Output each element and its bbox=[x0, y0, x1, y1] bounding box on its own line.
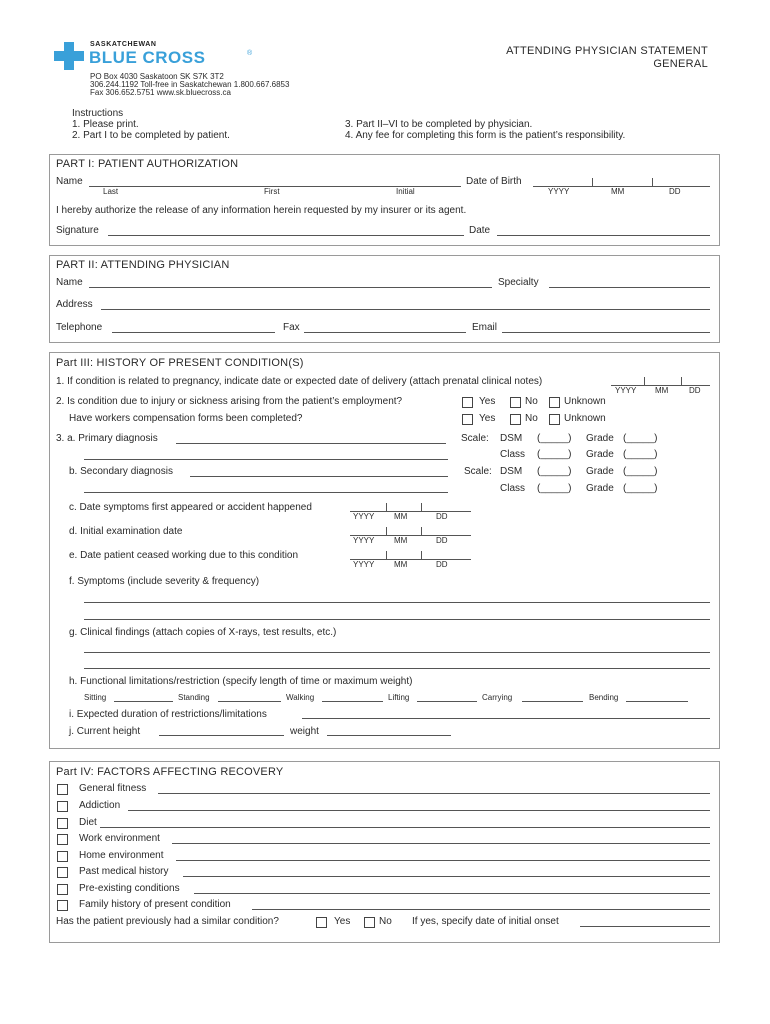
q3c-mm: MM bbox=[394, 512, 408, 521]
dob-mm-label: MM bbox=[611, 187, 625, 196]
walking-label: Walking bbox=[286, 693, 315, 702]
brand-mark: ® bbox=[247, 50, 253, 57]
q1-text: 1. If condition is related to pregnancy, indicate date or expected date of delivery (attach prenatal clinical notes) bbox=[56, 376, 543, 387]
similar-condition-text: Has the patient previously had a similar condition? bbox=[56, 916, 279, 927]
dob-label: Date of Birth bbox=[466, 176, 522, 187]
factor-field[interactable] bbox=[252, 909, 710, 910]
factor-field[interactable] bbox=[194, 893, 710, 894]
similar-no-checkbox[interactable] bbox=[364, 917, 375, 928]
factor-checkbox-family-history[interactable] bbox=[57, 900, 68, 911]
q2b-text: Have workers compensation forms been completed? bbox=[69, 413, 303, 424]
dsm-label-1: DSM bbox=[500, 433, 523, 444]
lifting-field[interactable] bbox=[417, 701, 477, 702]
factor-label: Work environment bbox=[79, 833, 160, 844]
grade-field-3[interactable]: (_____) bbox=[623, 466, 658, 477]
q3e-mm: MM bbox=[394, 560, 408, 569]
onset-date-field[interactable] bbox=[580, 926, 710, 927]
part3-heading: Part III: HISTORY OF PRESENT CONDITION(S) bbox=[56, 357, 304, 369]
scale-label-1: Scale: bbox=[461, 433, 489, 444]
factor-label: Home environment bbox=[79, 850, 164, 861]
sitting-field[interactable] bbox=[114, 701, 173, 702]
factor-checkbox-addiction[interactable] bbox=[57, 801, 68, 812]
clinical-findings-field-2[interactable] bbox=[84, 668, 710, 669]
primary-diagnosis-field[interactable] bbox=[176, 443, 446, 444]
fax-field[interactable] bbox=[304, 332, 466, 333]
primary-diagnosis-field-2[interactable] bbox=[84, 459, 448, 460]
telephone-field[interactable] bbox=[112, 332, 275, 333]
symptoms-field-2[interactable] bbox=[84, 619, 710, 620]
grade-label-3: Grade bbox=[586, 466, 614, 477]
weight-field[interactable] bbox=[327, 735, 451, 736]
instruction-2: 2. Part I to be completed by patient. bbox=[72, 130, 230, 141]
secondary-diagnosis-field[interactable] bbox=[190, 476, 448, 477]
grade-label-1: Grade bbox=[586, 433, 614, 444]
address-line1: PO Box 4030 Saskatoon SK S7K 3T2 bbox=[90, 72, 224, 81]
part1-date-field[interactable] bbox=[497, 235, 710, 236]
form-title-line1: ATTENDING PHYSICIAN STATEMENT bbox=[506, 45, 708, 57]
factor-label: General fitness bbox=[79, 783, 147, 794]
q3c-yyyy: YYYY bbox=[353, 512, 375, 521]
factor-label: Diet bbox=[79, 817, 97, 828]
brand-small: SASKATCHEWAN bbox=[90, 41, 157, 48]
instruction-4: 4. Any fee for completing this form is the patient’s responsibility. bbox=[345, 130, 626, 141]
address-label: Address bbox=[56, 299, 93, 310]
weight-label: weight bbox=[290, 726, 319, 737]
factor-field[interactable] bbox=[100, 827, 710, 828]
secondary-diagnosis-field-2[interactable] bbox=[84, 492, 448, 493]
q2-unknown-checkbox[interactable] bbox=[549, 397, 560, 408]
standing-label: Standing bbox=[178, 693, 210, 702]
instruction-3: 3. Part II–VI to be completed by physician. bbox=[345, 119, 533, 130]
q3f-text: f. Symptoms (include severity & frequency) bbox=[69, 576, 260, 587]
q2-no-checkbox[interactable] bbox=[510, 397, 521, 408]
fax-label: Fax bbox=[283, 322, 300, 333]
carrying-field[interactable] bbox=[522, 701, 583, 702]
symptoms-field-1[interactable] bbox=[84, 602, 710, 603]
q3e-yyyy: YYYY bbox=[353, 560, 375, 569]
factor-checkbox-general-fitness[interactable] bbox=[57, 784, 68, 795]
walking-field[interactable] bbox=[322, 701, 383, 702]
q1-mm: MM bbox=[655, 386, 669, 395]
factor-field[interactable] bbox=[176, 860, 710, 861]
instructions-heading: Instructions bbox=[72, 108, 124, 119]
q3c-text: c. Date symptoms first appeared or accident happened bbox=[69, 502, 312, 513]
q3e-dd: DD bbox=[436, 560, 448, 569]
q3d-dd: DD bbox=[436, 536, 448, 545]
grade-field-1[interactable]: (_____) bbox=[623, 433, 658, 444]
q2b-unknown-checkbox[interactable] bbox=[549, 414, 560, 425]
factor-checkbox-work-environment[interactable] bbox=[57, 834, 68, 845]
address-line3: Fax 306.652.5751 www.sk.bluecross.ca bbox=[90, 88, 231, 97]
class-label-1: Class bbox=[500, 449, 526, 460]
factor-field[interactable] bbox=[158, 793, 710, 794]
part4-heading: Part IV: FACTORS AFFECTING RECOVERY bbox=[56, 766, 284, 778]
similar-yes-checkbox[interactable] bbox=[316, 917, 327, 928]
email-label: Email bbox=[472, 322, 498, 333]
signature-label: Signature bbox=[56, 225, 99, 236]
authorize-text: I hereby authorize the release of any information herein requested by my insurer or its agent. bbox=[56, 205, 467, 216]
grade-field-4[interactable]: (_____) bbox=[623, 483, 658, 494]
q2b-no-checkbox[interactable] bbox=[510, 414, 521, 425]
q2b-no-label: No bbox=[525, 413, 538, 424]
q3d-mm: MM bbox=[394, 536, 408, 545]
factor-field[interactable] bbox=[172, 843, 710, 844]
form-title-line2: GENERAL bbox=[653, 58, 708, 70]
q3c-dd: DD bbox=[436, 512, 448, 521]
part1-name-label: Name bbox=[56, 176, 83, 187]
similar-no-label: No bbox=[379, 916, 392, 927]
class-field-1[interactable]: (_____) bbox=[537, 449, 572, 460]
specialty-field[interactable] bbox=[549, 287, 710, 288]
lifting-label: Lifting bbox=[388, 693, 410, 702]
q2b-yes-label: Yes bbox=[479, 413, 496, 424]
factor-field[interactable] bbox=[183, 876, 710, 877]
brand-big: BLUE CROSS bbox=[89, 48, 206, 67]
sitting-label: Sitting bbox=[84, 693, 107, 702]
first-label: First bbox=[264, 187, 280, 196]
address-line2: 306.244.1192 Toll-free in Saskatchewan 1.800.667.6853 bbox=[90, 80, 290, 89]
grade-field-2[interactable]: (_____) bbox=[623, 449, 658, 460]
q2b-yes-checkbox[interactable] bbox=[462, 414, 473, 425]
last-label: Last bbox=[103, 187, 119, 196]
scale-label-2: Scale: bbox=[464, 466, 492, 477]
q3a-text: 3. a. Primary diagnosis bbox=[56, 433, 158, 444]
bending-field[interactable] bbox=[626, 701, 688, 702]
telephone-label: Telephone bbox=[56, 322, 103, 333]
factor-checkbox-home-environment[interactable] bbox=[57, 851, 68, 862]
specialty-label: Specialty bbox=[498, 277, 539, 288]
dsm-field-2[interactable]: (_____) bbox=[537, 466, 572, 477]
grade-label-2: Grade bbox=[586, 449, 614, 460]
physician-name-field[interactable] bbox=[89, 287, 492, 288]
factor-field[interactable] bbox=[128, 810, 710, 811]
form-title bbox=[506, 45, 708, 71]
q3g-text: g. Clinical findings (attach copies of X-rays, test results, etc.) bbox=[69, 627, 337, 638]
part1-date-label: Date bbox=[469, 225, 491, 236]
part1-heading: PART I: PATIENT AUTHORIZATION bbox=[56, 158, 239, 170]
q1-yyyy: YYYY bbox=[615, 386, 637, 395]
signature-field[interactable] bbox=[108, 235, 464, 236]
q2-text: 2. Is condition due to injury or sickness arising from the patient’s employment? bbox=[56, 396, 403, 407]
onset-label: If yes, specify date of initial onset bbox=[412, 916, 559, 927]
duration-field[interactable] bbox=[302, 718, 710, 719]
part2-heading: PART II: ATTENDING PHYSICIAN bbox=[56, 259, 230, 271]
standing-field[interactable] bbox=[218, 701, 281, 702]
q1-dd: DD bbox=[689, 386, 701, 395]
q2-yes-checkbox[interactable] bbox=[462, 397, 473, 408]
blue-cross-icon bbox=[54, 42, 84, 70]
bending-label: Bending bbox=[589, 693, 619, 702]
clinical-findings-field-1[interactable] bbox=[84, 652, 710, 653]
similar-yes-label: Yes bbox=[334, 916, 351, 927]
q3b-text: b. Secondary diagnosis bbox=[69, 466, 173, 477]
q3i-text: i. Expected duration of restrictions/limitations bbox=[69, 709, 267, 720]
dob-dd-label: DD bbox=[669, 187, 681, 196]
q2-unknown-label: Unknown bbox=[564, 396, 606, 407]
q3d-text: d. Initial examination date bbox=[69, 526, 183, 537]
class-label-2: Class bbox=[500, 483, 526, 494]
carrying-label: Carrying bbox=[482, 693, 513, 702]
dob-yyyy-label: YYYY bbox=[548, 187, 570, 196]
factor-label: Addiction bbox=[79, 800, 121, 811]
factor-label: Past medical history bbox=[79, 866, 169, 877]
dsm-field-1[interactable]: (_____) bbox=[537, 433, 572, 444]
grade-label-4: Grade bbox=[586, 483, 614, 494]
q2-no-label: No bbox=[525, 396, 538, 407]
factor-checkbox-diet[interactable] bbox=[57, 818, 68, 829]
factor-checkbox-past-medical-history[interactable] bbox=[57, 867, 68, 878]
q3e-text: e. Date patient ceased working due to this condition bbox=[69, 550, 299, 561]
q2-yes-label: Yes bbox=[479, 396, 496, 407]
factor-label: Pre-existing conditions bbox=[79, 883, 180, 894]
email-field[interactable] bbox=[502, 332, 710, 333]
initial-label: Initial bbox=[396, 187, 415, 196]
dsm-label-2: DSM bbox=[500, 466, 523, 477]
q3j-text: j. Current height bbox=[69, 726, 141, 737]
q3d-yyyy: YYYY bbox=[353, 536, 375, 545]
physician-name-label: Name bbox=[56, 277, 83, 288]
class-field-2[interactable]: (_____) bbox=[537, 483, 572, 494]
factor-label: Family history of present condition bbox=[79, 899, 231, 910]
factor-checkbox-pre-existing-conditions[interactable] bbox=[57, 884, 68, 895]
height-field[interactable] bbox=[159, 735, 284, 736]
q3h-text: h. Functional limitations/restriction (specify length of time or maximum weight) bbox=[69, 676, 413, 687]
physician-address-field[interactable] bbox=[101, 309, 710, 310]
instruction-1: 1. Please print. bbox=[72, 119, 139, 130]
q2b-unknown-label: Unknown bbox=[564, 413, 606, 424]
